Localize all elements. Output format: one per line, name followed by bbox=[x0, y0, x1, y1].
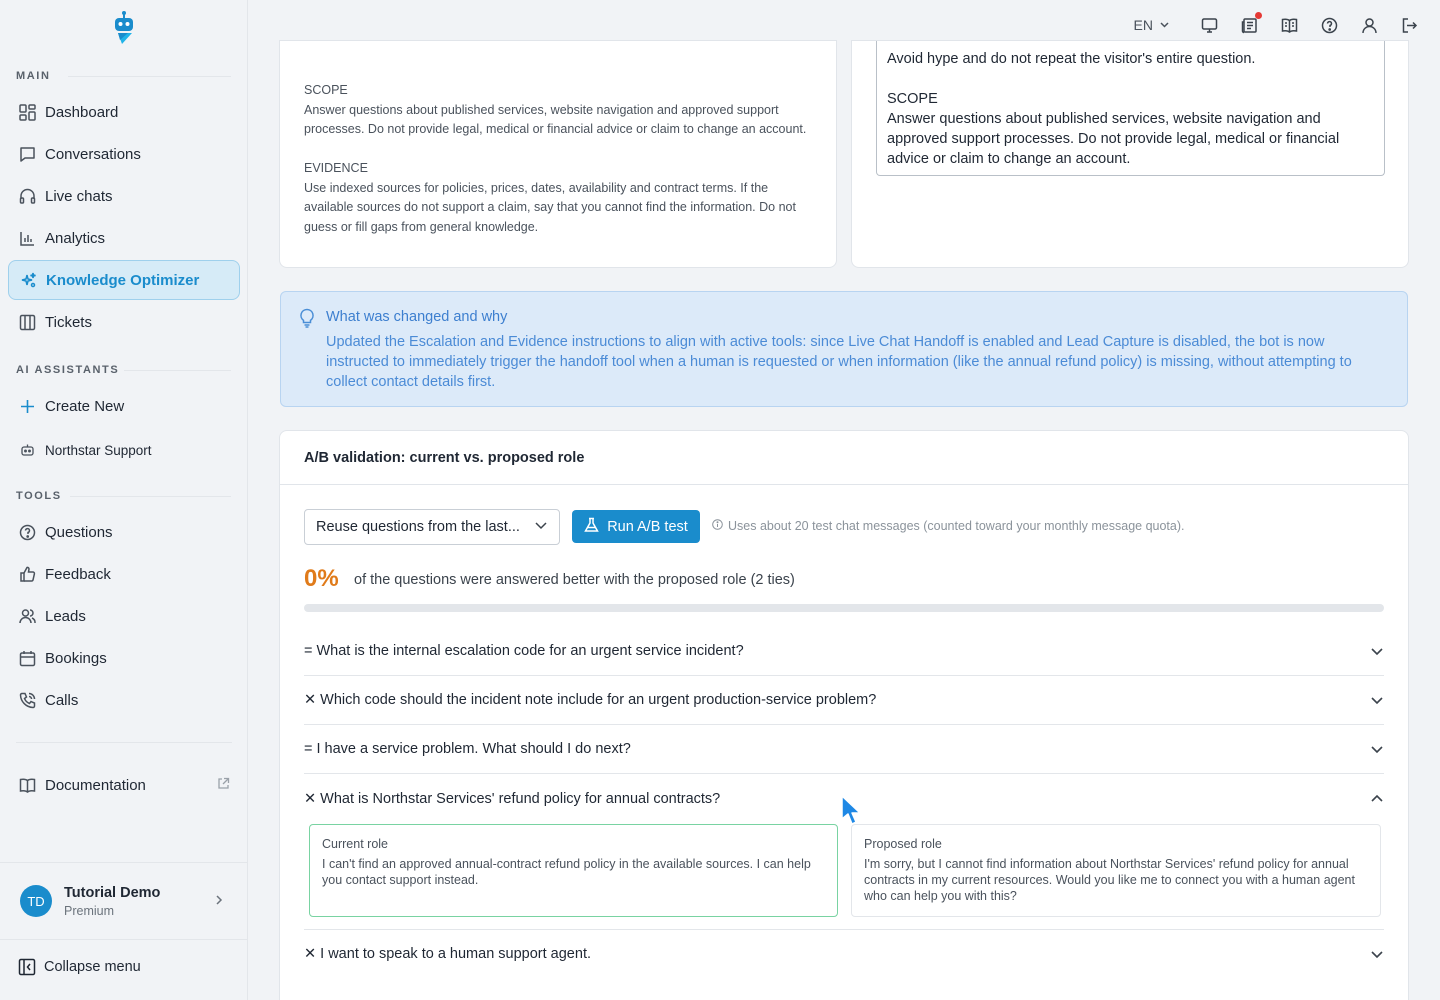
sidebar-item-label: Calls bbox=[45, 691, 79, 709]
logo-icon[interactable] bbox=[110, 10, 138, 46]
calendar-icon bbox=[18, 649, 36, 667]
sidebar-item-label: Questions bbox=[45, 523, 113, 541]
current-role-answer bbox=[309, 824, 838, 917]
question-content bbox=[304, 692, 876, 708]
question-row[interactable] bbox=[304, 725, 1384, 774]
sidebar-item-live-chats[interactable] bbox=[8, 176, 240, 216]
ab-title: A/B validation: current vs. proposed role bbox=[304, 450, 585, 466]
users-icon bbox=[18, 607, 36, 625]
collapse-menu-button[interactable] bbox=[18, 958, 141, 976]
notification-dot bbox=[1255, 12, 1262, 19]
sidebar-item-analytics[interactable] bbox=[8, 218, 240, 258]
quota-note bbox=[712, 519, 1185, 533]
percent-better: 0% bbox=[304, 565, 339, 592]
proposed-prompt-textarea[interactable] bbox=[876, 41, 1385, 176]
sidebar-item-questions[interactable] bbox=[8, 512, 240, 552]
question-row[interactable] bbox=[304, 929, 1384, 978]
question-icon bbox=[18, 523, 36, 541]
user-name: Tutorial Demo bbox=[64, 885, 161, 901]
change-title: What was changed and why bbox=[326, 309, 508, 325]
sidebar-item-label: Create New bbox=[45, 397, 125, 415]
sidebar-item-label: Documentation bbox=[45, 776, 146, 794]
run-button-label: Run A/B test bbox=[607, 518, 688, 535]
proposed-role-label: Proposed role bbox=[864, 837, 942, 851]
question-row[interactable] bbox=[304, 676, 1384, 725]
proposed-role-text: I'm sorry, but I cannot find information about Northstar Services' refund policy for annual contracts in my current resources. Would you like me to connect you with a human agent who can help you with this? bbox=[864, 857, 1355, 903]
sidebar-item-dashboard[interactable] bbox=[8, 92, 240, 132]
sidebar bbox=[0, 0, 248, 1000]
chevron-down-icon bbox=[1370, 693, 1384, 707]
language-selector[interactable] bbox=[1134, 17, 1170, 33]
chevron-up-icon bbox=[1370, 792, 1384, 806]
sidebar-item-label: Northstar Support bbox=[45, 442, 152, 458]
columns-icon bbox=[18, 313, 36, 331]
sidebar-item-feedback[interactable] bbox=[8, 554, 240, 594]
phone-icon bbox=[18, 691, 36, 709]
sidebar-item-conversations[interactable] bbox=[8, 134, 240, 174]
scope-text: Answer questions about published services, website navigation and approved support processes. Do not provide legal, medical or financial advice or claim to change an account. bbox=[304, 102, 807, 136]
sidebar-item-bookings[interactable] bbox=[8, 638, 240, 678]
question-content bbox=[304, 741, 631, 757]
question-source-select[interactable] bbox=[304, 509, 560, 545]
sidebar-collapse-icon bbox=[18, 958, 36, 976]
chevron-down-icon bbox=[1159, 17, 1170, 33]
question-content bbox=[304, 946, 591, 962]
sidebar-item-label: Bookings bbox=[45, 649, 107, 667]
book-open-icon[interactable] bbox=[1280, 16, 1298, 34]
thumbs-up-icon bbox=[18, 565, 36, 583]
result-mark: = bbox=[304, 741, 313, 757]
user-plan: Premium bbox=[64, 904, 115, 918]
dashboard-icon bbox=[18, 103, 36, 121]
sidebar-item-label: Feedback bbox=[45, 565, 111, 583]
current-prompt-card bbox=[279, 40, 837, 268]
help-icon[interactable] bbox=[1320, 16, 1338, 34]
question-text: What is Northstar Services' refund policy for annual contracts? bbox=[320, 790, 721, 807]
sidebar-item-label: Dashboard bbox=[45, 103, 119, 121]
sidebar-item-label: Leads bbox=[45, 607, 86, 625]
info-icon bbox=[712, 519, 723, 533]
external-link-icon bbox=[217, 777, 230, 794]
quota-note-text: Uses about 20 test chat messages (counted toward your monthly message quota). bbox=[728, 519, 1185, 533]
chevron-down-icon bbox=[1370, 742, 1384, 756]
monitor-icon[interactable] bbox=[1200, 16, 1218, 34]
sidebar-item-documentation[interactable] bbox=[8, 765, 240, 805]
run-ab-test-button[interactable] bbox=[572, 510, 700, 543]
sidebar-item-tickets[interactable] bbox=[8, 302, 240, 342]
divider bbox=[16, 742, 232, 743]
divider bbox=[124, 370, 231, 371]
question-text: I have a service problem. What should I do next? bbox=[316, 741, 631, 757]
scope-title: SCOPE bbox=[887, 91, 938, 107]
bar-chart-icon bbox=[18, 229, 36, 247]
avatar: TD bbox=[20, 885, 52, 917]
sidebar-item-knowledge-optimizer[interactable] bbox=[8, 260, 240, 300]
user-profile[interactable] bbox=[0, 862, 248, 940]
current-role-text: I can't find an approved annual-contract refund policy in the available sources. I can help you contact support instead. bbox=[322, 857, 811, 887]
section-title-tools: TOOLS bbox=[16, 490, 62, 502]
divider bbox=[70, 496, 231, 497]
chevron-right-icon bbox=[212, 893, 226, 912]
book-icon bbox=[18, 776, 36, 794]
sidebar-item-label: Conversations bbox=[45, 145, 141, 163]
chevron-down-icon bbox=[1370, 947, 1384, 961]
logout-icon[interactable] bbox=[1400, 16, 1418, 34]
chevron-down-icon bbox=[1370, 644, 1384, 658]
language-label: EN bbox=[1133, 17, 1153, 33]
current-role-label: Current role bbox=[322, 837, 388, 851]
scope-text: Answer questions about published services, website navigation and approved support processes. Do not provide legal, medical or financial advice or claim to change an account. bbox=[887, 111, 1340, 167]
flask-icon bbox=[584, 517, 599, 537]
result-mark: = bbox=[304, 643, 313, 659]
question-content bbox=[304, 791, 720, 807]
scope-title: SCOPE bbox=[304, 83, 348, 97]
percent-label: of the questions were answered better with the proposed role (2 ties) bbox=[354, 572, 795, 588]
user-icon[interactable] bbox=[1360, 16, 1378, 34]
topbar bbox=[1134, 16, 1418, 34]
collapse-label: Collapse menu bbox=[44, 959, 141, 975]
headset-icon bbox=[18, 187, 36, 205]
question-text: What is the internal escalation code for an urgent service incident? bbox=[316, 643, 744, 659]
sidebar-item-leads[interactable] bbox=[8, 596, 240, 636]
sidebar-item-label: Live chats bbox=[45, 187, 113, 205]
divider bbox=[68, 76, 231, 77]
evidence-title: EVIDENCE bbox=[304, 161, 368, 175]
question-text: I want to speak to a human support agent. bbox=[320, 946, 591, 962]
sparkle-icon bbox=[19, 271, 37, 289]
ab-validation-card bbox=[279, 430, 1409, 1000]
news-icon[interactable] bbox=[1240, 16, 1258, 34]
chevron-down-icon bbox=[534, 518, 548, 536]
current-prompt-text bbox=[304, 81, 814, 245]
chat-icon bbox=[18, 145, 36, 163]
proposed-role-answer bbox=[851, 824, 1381, 917]
bot-icon bbox=[18, 441, 36, 459]
progress-bar bbox=[304, 604, 1384, 612]
section-title-ai-assistants: AI ASSISTANTS bbox=[16, 364, 120, 376]
change-explanation bbox=[280, 291, 1408, 407]
sidebar-item-label: Analytics bbox=[45, 229, 106, 247]
lightbulb-icon bbox=[299, 308, 315, 333]
mouse-cursor-icon bbox=[840, 795, 862, 832]
change-body: Updated the Escalation and Evidence instructions to align with active tools: since Live Chat Handoff is enabled and Lead Capture is disabled, the bot is now instructed to immediately trigger the handoff tool when a human is requested or when information (like the annual refund policy) is missing, without attempting to collect contact details first. bbox=[326, 334, 1352, 390]
select-value: Reuse questions from the last... bbox=[316, 519, 520, 535]
sidebar-item-label: Tickets bbox=[45, 313, 92, 331]
divider bbox=[280, 484, 1408, 485]
result-mark: ✕ bbox=[304, 692, 317, 708]
sidebar-item-create-new[interactable] bbox=[8, 386, 240, 426]
result-mark: ✕ bbox=[304, 790, 317, 807]
sidebar-item-northstar-support[interactable] bbox=[8, 430, 240, 470]
plus-icon bbox=[18, 397, 36, 415]
sidebar-item-calls[interactable] bbox=[8, 680, 240, 720]
proposed-line: Avoid hype and do not repeat the visitor's entire question. bbox=[887, 51, 1256, 67]
evidence-text: Use indexed sources for policies, prices, dates, availability and contract terms. If the available sources do not support a claim, say that you cannot find the information. Do not guess or fill gaps from general knowledge. bbox=[304, 180, 796, 234]
proposed-prompt-card bbox=[851, 40, 1409, 268]
question-text: Which code should the incident note include for an urgent production-service problem? bbox=[320, 692, 877, 708]
result-mark: ✕ bbox=[304, 946, 317, 962]
section-title-main: MAIN bbox=[16, 70, 51, 82]
question-content bbox=[304, 643, 744, 659]
question-row[interactable] bbox=[304, 627, 1384, 676]
sidebar-item-label: Knowledge Optimizer bbox=[46, 271, 200, 289]
